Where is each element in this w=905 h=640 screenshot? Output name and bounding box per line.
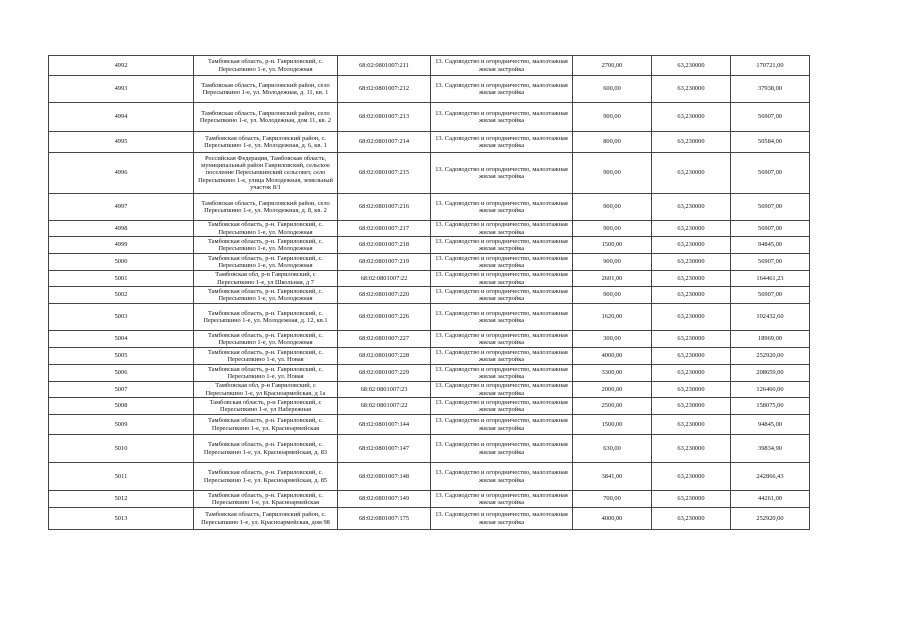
row-number-cell: 5003 — [49, 304, 194, 331]
table-row — [49, 237, 810, 254]
rate-cell: 63,230000 — [652, 508, 731, 530]
table-row — [49, 331, 810, 348]
cadastral-number-cell: 68:02:0801007:22 — [338, 271, 431, 287]
table-row — [49, 304, 810, 331]
table-row — [49, 221, 810, 237]
row-number-cell: 5009 — [49, 415, 194, 435]
rate-cell: 63,230000 — [652, 221, 731, 237]
address-cell: Тамбовская область, р-н. Гавриловский, с. Пересыпкино 1-е, ул. Молодежная — [194, 221, 338, 237]
rate-cell: 63,230000 — [652, 331, 731, 348]
rate-cell: 63,230000 — [652, 132, 731, 153]
rate-cell: 63,230000 — [652, 254, 731, 271]
area-cell: 1500,00 — [573, 415, 652, 435]
land-use-cell: 13. Садоводство и огородничество, малоэтажная жилая застройка — [431, 237, 573, 254]
land-use-cell: 13. Садоводство и огородничество, малоэтажная жилая застройка — [431, 331, 573, 348]
cadastral-value-cell: 252920,00 — [731, 348, 810, 365]
cadastral-value-cell: 94845,00 — [731, 237, 810, 254]
rate-cell: 63,230000 — [652, 463, 731, 491]
row-number-cell: 5006 — [49, 365, 194, 382]
cadastral-number-cell: 68:02:0801007:175 — [338, 508, 431, 530]
row-number-cell: 5001 — [49, 271, 194, 287]
area-cell: 2000,00 — [573, 382, 652, 398]
cadastral-value-cell: 37938,00 — [731, 76, 810, 103]
land-use-cell: 13. Садоводство и огородничество, малоэтажная жилая застройка — [431, 435, 573, 463]
cadastral-value-cell: 44261,00 — [731, 491, 810, 508]
cadastral-value-cell: 158075,00 — [731, 398, 810, 415]
address-cell: Тамбовская область, Гавриловский район, с. Пересыпкино 1-е, ул. Красноармейская, дом 98 — [194, 508, 338, 530]
row-number-cell: 5007 — [49, 382, 194, 398]
address-cell: Тамбовская область, р-н. Гавриловский, с. Пересыпкино 1-е, ул. Новая — [194, 365, 338, 382]
land-use-cell: 13. Садоводство и огородничество, малоэтажная жилая застройка — [431, 382, 573, 398]
area-cell: 900,00 — [573, 287, 652, 304]
cadastral-number-cell: 68:02:0801007:212 — [338, 76, 431, 103]
rate-cell: 63,230000 — [652, 398, 731, 415]
cadastral-value-cell: 56907,00 — [731, 194, 810, 221]
row-number-cell: 5011 — [49, 463, 194, 491]
cadastral-number-cell: 68:02:0801007:216 — [338, 194, 431, 221]
cadastral-value-cell: 56907,00 — [731, 287, 810, 304]
cadastral-value-cell: 56907,00 — [731, 221, 810, 237]
row-number-cell: 5012 — [49, 491, 194, 508]
area-cell: 2700,00 — [573, 56, 652, 76]
area-cell: 2500,00 — [573, 398, 652, 415]
address-cell: Тамбовская область, р-н. Гавриловский, с. Пересыпкино 1-е, ул. Молодежная — [194, 237, 338, 254]
cadastral-value-cell: 242866,43 — [731, 463, 810, 491]
row-number-cell: 5008 — [49, 398, 194, 415]
area-cell: 800,00 — [573, 132, 652, 153]
cadastral-number-cell: 68:02:0801007:147 — [338, 435, 431, 463]
table-row — [49, 415, 810, 435]
area-cell: 900,00 — [573, 194, 652, 221]
rate-cell: 63,230000 — [652, 304, 731, 331]
row-number-cell: 4992 — [49, 56, 194, 76]
area-cell: 3841,00 — [573, 463, 652, 491]
rate-cell: 63,230000 — [652, 348, 731, 365]
area-cell: 1500,00 — [573, 237, 652, 254]
rate-cell: 63,230000 — [652, 271, 731, 287]
address-cell: Тамбовская область, р-н. Гавриловский, с. Пересыпкино 1-е, ул. Молодежная — [194, 287, 338, 304]
area-cell: 700,00 — [573, 491, 652, 508]
row-number-cell: 4997 — [49, 194, 194, 221]
table-row — [49, 103, 810, 132]
table-body — [49, 56, 810, 530]
table-row — [49, 435, 810, 463]
land-use-cell: 13. Садоводство и огородничество, малоэтажная жилая застройка — [431, 153, 573, 194]
cadastral-number-cell: 68:02:0801007:215 — [338, 153, 431, 194]
land-use-cell: 13. Садоводство и огородничество, малоэтажная жилая застройка — [431, 491, 573, 508]
rate-cell: 63,230000 — [652, 287, 731, 304]
cadastral-number-cell: 68:02:0801007:229 — [338, 365, 431, 382]
rate-cell: 63,230000 — [652, 382, 731, 398]
land-use-cell: 13. Садоводство и огородничество, малоэтажная жилая застройка — [431, 76, 573, 103]
row-number-cell: 4994 — [49, 103, 194, 132]
land-use-cell: 13. Садоводство и огородничество, малоэтажная жилая застройка — [431, 271, 573, 287]
address-cell: Тамбовская область, р-н. Гавриловский, с. Пересыпкино 1-е, ул. Молодежная, д. 12, кв.1 — [194, 304, 338, 331]
area-cell: 4000,00 — [573, 508, 652, 530]
area-cell: 300,00 — [573, 331, 652, 348]
cadastral-value-cell: 164461,23 — [731, 271, 810, 287]
cadastral-number-cell: 68:02:0801007:218 — [338, 237, 431, 254]
area-cell: 900,00 — [573, 103, 652, 132]
cadastral-value-cell: 56907,00 — [731, 254, 810, 271]
cadastral-value-cell: 252920,00 — [731, 508, 810, 530]
address-cell: Тамбовская область, р-н. Гавриловский, с. Пересыпкино 1-е, ул. Новая — [194, 348, 338, 365]
area-cell: 630,00 — [573, 435, 652, 463]
cadastral-value-table — [48, 55, 810, 530]
row-number-cell: 5013 — [49, 508, 194, 530]
cadastral-value-cell: 56907,00 — [731, 103, 810, 132]
land-use-cell: 13. Садоводство и огородничество, малоэтажная жилая застройка — [431, 254, 573, 271]
rate-cell: 63,230000 — [652, 103, 731, 132]
row-number-cell: 5002 — [49, 287, 194, 304]
table-row — [49, 382, 810, 398]
land-use-cell: 13. Садоводство и огородничество, малоэтажная жилая застройка — [431, 365, 573, 382]
cadastral-number-cell: 68:02:0801007:226 — [338, 304, 431, 331]
table-row — [49, 508, 810, 530]
cadastral-number-cell: 68:02:0801007:22 — [338, 398, 431, 415]
cadastral-value-cell: 170721,00 — [731, 56, 810, 76]
cadastral-number-cell: 68:02:0801007:217 — [338, 221, 431, 237]
cadastral-number-cell: 68:02:0801007:214 — [338, 132, 431, 153]
address-cell: Тамбовская область, Гавриловский район, село Пересыпкино 1-е, ул. Молодежная, д. 11, кв. 1 — [194, 76, 338, 103]
row-number-cell: 5000 — [49, 254, 194, 271]
row-number-cell: 5005 — [49, 348, 194, 365]
cadastral-value-cell: 18969,00 — [731, 331, 810, 348]
area-cell: 4000,00 — [573, 348, 652, 365]
rate-cell: 63,230000 — [652, 76, 731, 103]
cadastral-value-cell: 208659,00 — [731, 365, 810, 382]
rate-cell: 63,230000 — [652, 56, 731, 76]
row-number-cell: 4999 — [49, 237, 194, 254]
land-use-cell: 13. Садоводство и огородничество, малоэтажная жилая застройка — [431, 463, 573, 491]
cadastral-number-cell: 68:02:0801007:148 — [338, 463, 431, 491]
table-row — [49, 56, 810, 76]
table-row — [49, 463, 810, 491]
cadastral-number-cell: 68:02:0801007:228 — [338, 348, 431, 365]
cadastral-value-cell: 39834,90 — [731, 435, 810, 463]
address-cell: Тамбовская обл, р-н Гавриловский, с Пересыпкино 1-е, ул Школьная, д 7 — [194, 271, 338, 287]
row-number-cell: 4996 — [49, 153, 194, 194]
cadastral-number-cell: 68:02:0801007:220 — [338, 287, 431, 304]
table-row — [49, 132, 810, 153]
land-use-cell: 13. Садоводство и огородничество, малоэтажная жилая застройка — [431, 415, 573, 435]
cadastral-value-cell: 94845,00 — [731, 415, 810, 435]
address-cell: Тамбовская обл, р-н Гавриловский, с Пересыпкино 1-е, ул Красноармейская, д 1а — [194, 382, 338, 398]
rate-cell: 63,230000 — [652, 435, 731, 463]
rate-cell: 63,230000 — [652, 491, 731, 508]
table-row — [49, 76, 810, 103]
address-cell: Тамбовская область, р-н. Гавриловский, с. Пересыпкино 1-е, ул. Красноармейская, д. 83 — [194, 435, 338, 463]
area-cell: 900,00 — [573, 254, 652, 271]
land-use-cell: 13. Садоводство и огородничество, малоэтажная жилая застройка — [431, 56, 573, 76]
cadastral-value-cell: 50584,00 — [731, 132, 810, 153]
cadastral-number-cell: 68:02:0801007:149 — [338, 491, 431, 508]
land-use-cell: 13. Садоводство и огородничество, малоэтажная жилая застройка — [431, 194, 573, 221]
address-cell: Тамбовская область, р-н. Гавриловский, с. Пересыпкино 1-е, ул. Красноармейская — [194, 491, 338, 508]
row-number-cell: 5004 — [49, 331, 194, 348]
land-use-cell: 13. Садоводство и огородничество, малоэтажная жилая застройка — [431, 221, 573, 237]
table-row — [49, 398, 810, 415]
address-cell: Тамбовская область, р-н. Гавриловский, с. Пересыпкино 1-е, ул. Красноармейская — [194, 415, 338, 435]
cadastral-number-cell: 68:02:0801007:213 — [338, 103, 431, 132]
address-cell: Тамбовская область, р-н. Гавриловский, с. Пересыпкино 1-е, ул. Молодежная — [194, 56, 338, 76]
address-cell: Тамбовская область, Гавриловский район, село Пересыпкино 1-е, ул. Молодежная, д. 8, кв. 2 — [194, 194, 338, 221]
table-row — [49, 287, 810, 304]
land-use-cell: 13. Садоводство и огородничество, малоэтажная жилая застройка — [431, 132, 573, 153]
table-row — [49, 348, 810, 365]
address-cell: Тамбовская область, р-н. Гавриловский, с. Пересыпкино 1-е, ул. Молодежная — [194, 331, 338, 348]
address-cell: Тамбовская область, Гавриловский район, с. Пересыпкино 1-е, ул. Молодежная, д. 6, кв. 1 — [194, 132, 338, 153]
land-use-cell: 13. Садоводство и огородничество, малоэтажная жилая застройка — [431, 508, 573, 530]
table-row — [49, 491, 810, 508]
address-cell: Тамбовская область, р-н Гавриловский, с Пересыпкино 1-е, ул Набережная — [194, 398, 338, 415]
rate-cell: 63,230000 — [652, 194, 731, 221]
area-cell: 900,00 — [573, 153, 652, 194]
land-use-cell: 13. Садоводство и огородничество, малоэтажная жилая застройка — [431, 103, 573, 132]
cadastral-value-cell: 56907,00 — [731, 153, 810, 194]
address-cell: Тамбовская область, р-н. Гавриловский, с. Пересыпкино 1-е, ул. Красноармейская, д. 85 — [194, 463, 338, 491]
rate-cell: 63,230000 — [652, 153, 731, 194]
rate-cell: 63,230000 — [652, 415, 731, 435]
cadastral-number-cell: 68:02:0801007:219 — [338, 254, 431, 271]
table-row — [49, 153, 810, 194]
area-cell: 1620,00 — [573, 304, 652, 331]
cadastral-value-cell: 102432,60 — [731, 304, 810, 331]
table-row — [49, 254, 810, 271]
cadastral-number-cell: 68:02:0801007:211 — [338, 56, 431, 76]
table-row — [49, 194, 810, 221]
address-cell: Тамбовская область, Гавриловский район, село Пересыпкино 1-е, ул. Молодежная, дом 11, кв. 2 — [194, 103, 338, 132]
address-cell: Тамбовская область, р-н. Гавриловский, с. Пересыпкино 1-е, ул. Молодежная — [194, 254, 338, 271]
row-number-cell: 4993 — [49, 76, 194, 103]
cadastral-number-cell: 68:02:0801007:23 — [338, 382, 431, 398]
row-number-cell: 4998 — [49, 221, 194, 237]
table-row — [49, 365, 810, 382]
land-use-cell: 13. Садоводство и огородничество, малоэтажная жилая застройка — [431, 287, 573, 304]
area-cell: 3300,00 — [573, 365, 652, 382]
cadastral-number-cell: 68:02:0801007:227 — [338, 331, 431, 348]
area-cell: 600,00 — [573, 76, 652, 103]
table-row — [49, 271, 810, 287]
land-use-cell: 13. Садоводство и огородничество, малоэтажная жилая застройка — [431, 304, 573, 331]
area-cell: 2601,00 — [573, 271, 652, 287]
land-use-cell: 13. Садоводство и огородничество, малоэтажная жилая застройка — [431, 398, 573, 415]
row-number-cell: 4995 — [49, 132, 194, 153]
rate-cell: 63,230000 — [652, 365, 731, 382]
address-cell: Российская Федерация, Тамбовская область, муниципальный район Гавриловский, сельское поселение Пересыпкинский сельсовет, село Пересыпкино 1-е, улица Молодежная, земельный участок 8/1 — [194, 153, 338, 194]
rate-cell: 63,230000 — [652, 237, 731, 254]
row-number-cell: 5010 — [49, 435, 194, 463]
land-use-cell: 13. Садоводство и огородничество, малоэтажная жилая застройка — [431, 348, 573, 365]
cadastral-number-cell: 68:02:0801007:144 — [338, 415, 431, 435]
area-cell: 900,00 — [573, 221, 652, 237]
cadastral-value-cell: 126460,00 — [731, 382, 810, 398]
